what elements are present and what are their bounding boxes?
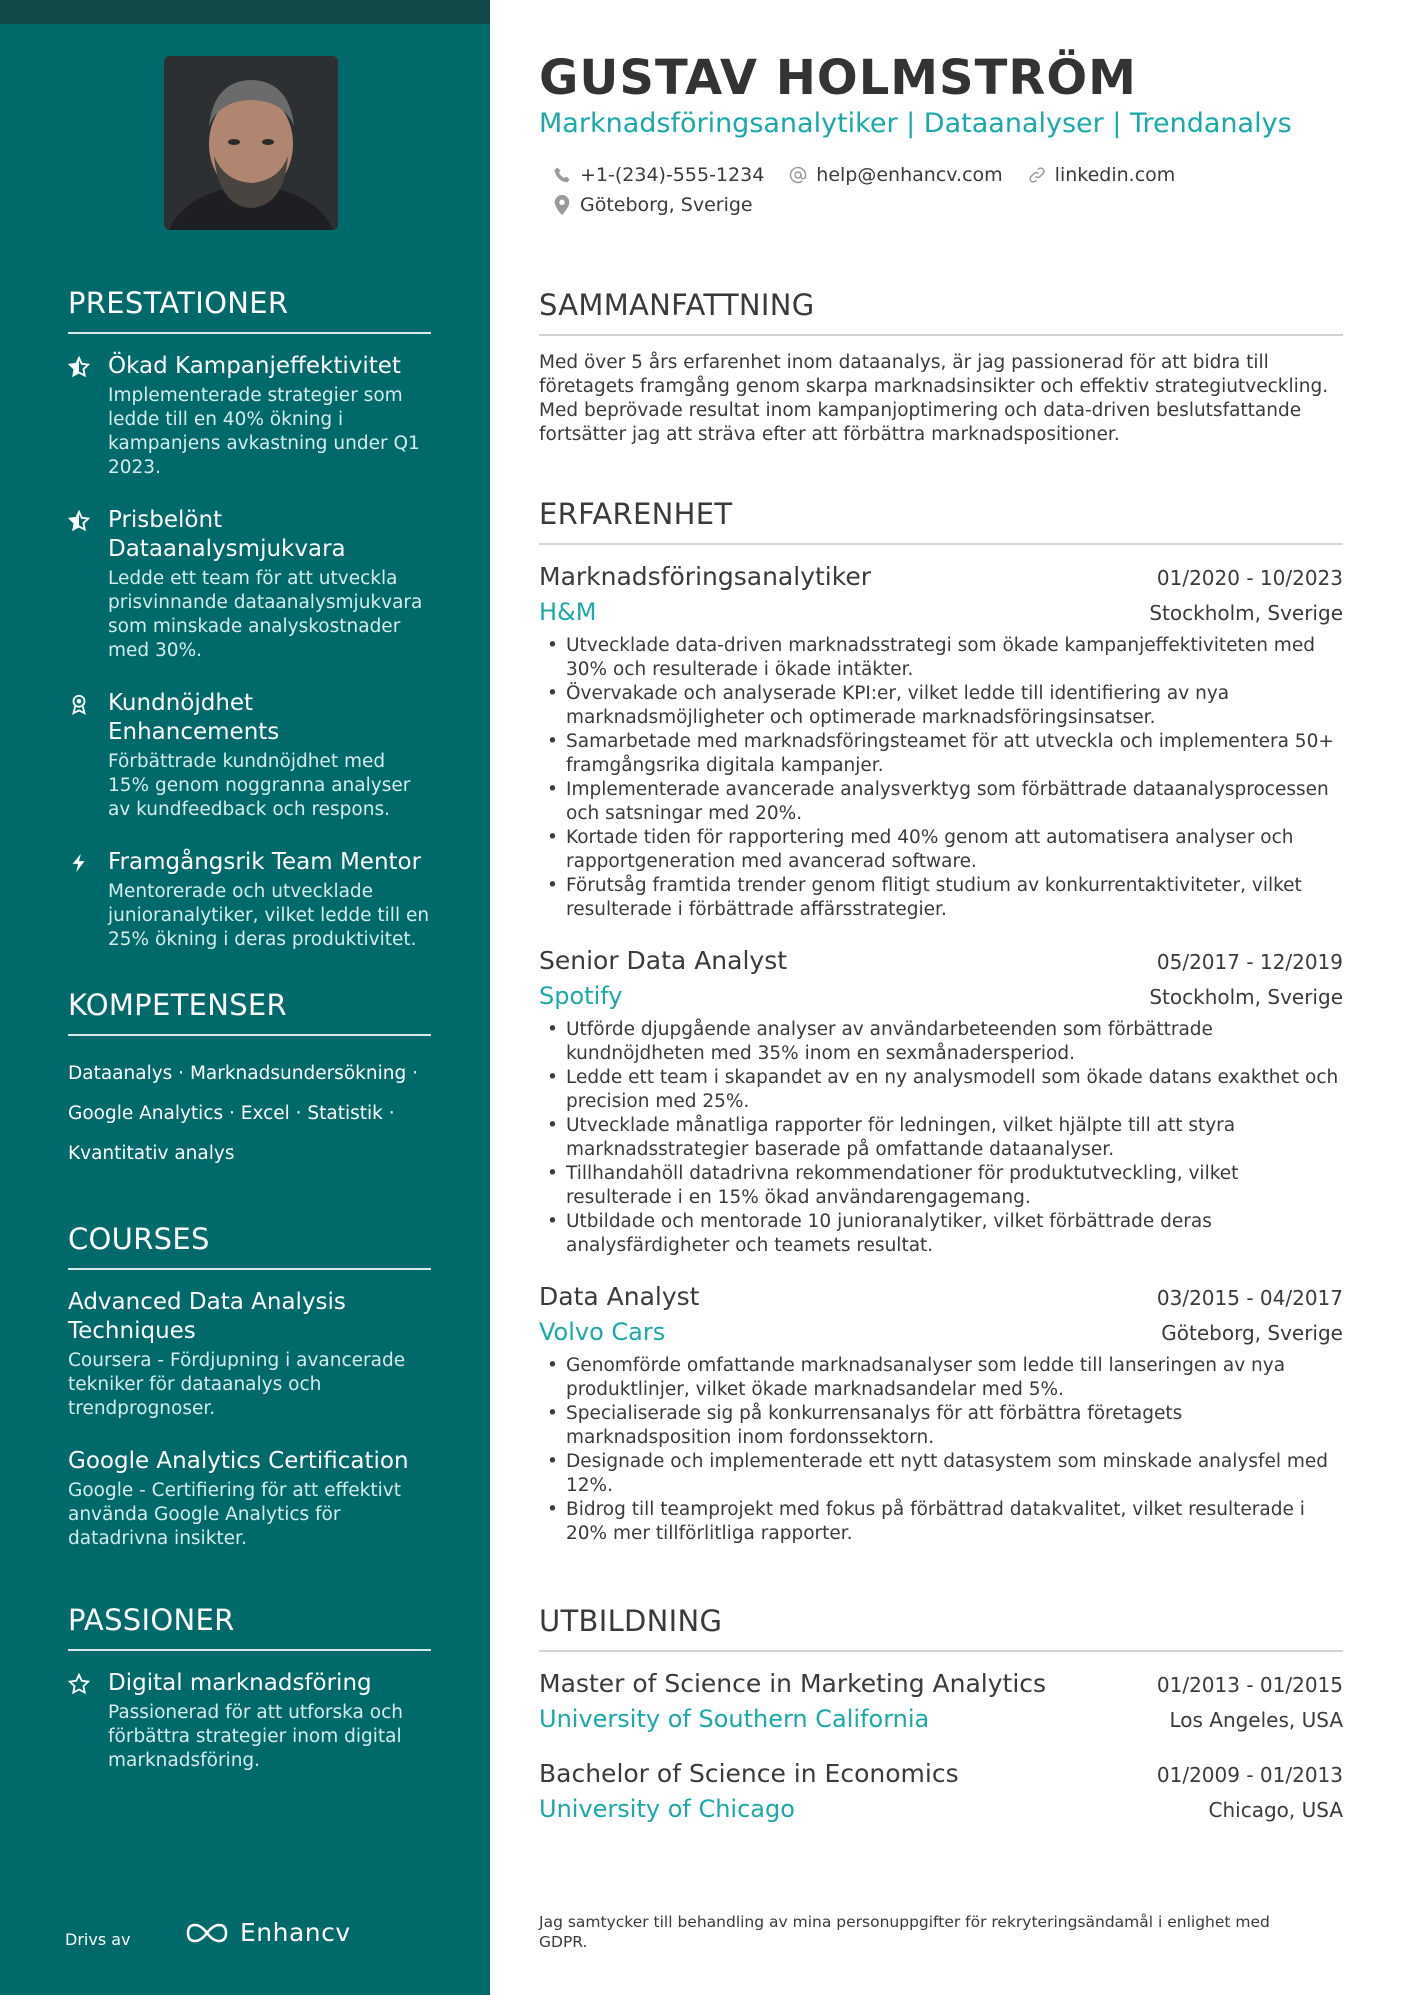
enhancv-logo[interactable] [184, 1918, 351, 1947]
course-desc: Google - Certifiering för att effektivt använda Google Analytics för datadrivna insikter. [68, 1480, 401, 1549]
achievement-item [68, 689, 431, 822]
job-dates: 03/2015 - 04/2017 [1156, 1286, 1343, 1310]
job-bullet: • Utbildade och mentorade 10 junioranalytiker, vilket förbättrade deras analysfärdigheter och teamets resultat. [539, 1210, 1343, 1258]
job-bullet: • Implementerade avancerade analysverktyg som förbättrade dataanalysprocessen och satsningar med 20%. [539, 778, 1343, 826]
courses-section [68, 1222, 431, 1577]
sidebar-top-band [0, 0, 490, 24]
achievement-desc: Förbättrade kundnöjdhet med 15% genom noggranna analyser av kundfeedback och respons. [108, 751, 411, 820]
email-text: help@enhancv.com [816, 164, 1003, 186]
job-bullet: • Kortade tiden för rapportering med 40% genom att automatisera analyser och rapportgeneration med avancerad software. [539, 826, 1343, 874]
course-item [68, 1288, 431, 1421]
phone-text: +1-(234)-555-1234 [580, 164, 765, 186]
job-company: Spotify [539, 982, 623, 1010]
education-location: Chicago, USA [1208, 1798, 1343, 1822]
candidate-headline: Marknadsföringsanalytiker | Dataanalyser | Trendanalys [539, 108, 1292, 139]
job-title: Data Analyst [539, 1282, 700, 1311]
achievement-desc: Implementerade strategier som ledde till en 40% ökning i kampanjens avkastning under Q1 2023. [108, 385, 420, 478]
star-half-icon [68, 352, 108, 480]
contact-info [552, 160, 1332, 220]
passions-section [68, 1603, 431, 1799]
education-school: University of Chicago [539, 1795, 795, 1823]
job-bullet: • Designade och implementerade ett nytt datasystem som minskade analysfel med 12%. [539, 1450, 1343, 1498]
job-entry [539, 1280, 1343, 1546]
education-entry [539, 1667, 1343, 1737]
achievements-title: PRESTATIONER [68, 286, 431, 334]
job-location: Stockholm, Sverige [1149, 985, 1343, 1009]
achievements-section [68, 286, 431, 978]
summary-text: Med över 5 års erfarenhet inom dataanalys, är jag passionerad för att bidra till företagets framgång genom skarpa marknadsinsikter och effektiv strategiutveckling. Med beprövade resultat inom kampanjoptimering och data-driven beslutsfattande fortsätter jag att sträva efter att förbättra marknadspositioner. [539, 352, 1329, 445]
job-entry [539, 944, 1343, 1258]
achievement-title: Ökad Kampanjeffektivitet [108, 353, 401, 379]
lightning-icon [68, 848, 108, 952]
achievement-title: Kundnöjdhet Enhancements [108, 690, 280, 745]
education-dates: 01/2013 - 01/2015 [1156, 1673, 1343, 1697]
at-icon [788, 165, 808, 185]
summary-section [539, 288, 1343, 447]
course-title: Google Analytics Certification [68, 1448, 409, 1474]
job-bullet: • Genomförde omfattande marknadsanalyser som ledde till lanseringen av nya produktlinjer, vilket ökade marknadsandelar med 5%. [539, 1354, 1343, 1402]
job-location: Göteborg, Sverige [1161, 1321, 1343, 1345]
location-text: Göteborg, Sverige [580, 194, 753, 216]
education-degree: Bachelor of Science in Economics [539, 1759, 959, 1788]
job-bullet: • Förutsåg framtida trender genom flitigt studium av konkurrentaktiviteter, vilket resulterade i förbättrade affärsstrategier. [539, 874, 1343, 922]
star-outline-icon [68, 1669, 108, 1773]
job-bullet: • Specialiserade sig på konkurrensanalys för att förbättra företagets marknadsposition inom fordonssektorn. [539, 1402, 1343, 1450]
education-dates: 01/2009 - 01/2013 [1156, 1763, 1343, 1787]
course-title: Advanced Data Analysis Techniques [68, 1289, 346, 1344]
location-pin-icon [552, 195, 572, 215]
education-degree: Master of Science in Marketing Analytics [539, 1669, 1047, 1698]
profile-photo [164, 56, 338, 230]
job-bullet: • Tillhandahöll datadrivna rekommendationer för produktutveckling, vilket resulterade i en 15% ökad användarengagemang. [539, 1162, 1343, 1210]
achievement-desc: Mentorerade och utvecklade junioranalytiker, vilket ledde till en 25% ökning i deras produktivitet. [108, 881, 430, 950]
job-bullet: • Ledde ett team i skapandet av en ny analysmodell som ökade datans exakthet och precision med 25%. [539, 1066, 1343, 1114]
job-bullet: • Utförde djupgående analyser av användarbeteenden som förbättrade kundnöjdheten med 35% inom en sexmånadersperiod. [539, 1018, 1343, 1066]
job-dates: 05/2017 - 12/2019 [1156, 950, 1343, 974]
phone-icon [552, 165, 572, 185]
enhancv-brand-name: Enhancv [240, 1918, 351, 1947]
education-section [539, 1604, 1343, 1847]
skills-title: KOMPETENSER [68, 988, 431, 1036]
passion-item [68, 1669, 431, 1773]
education-entry [539, 1757, 1343, 1827]
experience-section [539, 497, 1343, 1568]
job-dates: 01/2020 - 10/2023 [1156, 566, 1343, 590]
job-location: Stockholm, Sverige [1149, 601, 1343, 625]
education-location: Los Angeles, USA [1169, 1708, 1343, 1732]
star-half-icon [68, 506, 108, 663]
job-bullet: • Utvecklade månatliga rapporter för ledningen, vilket hjälpte till att styra marknadsstrategier baserade på omfattande dataanalyser. [539, 1114, 1343, 1162]
achievement-title: Prisbelönt Dataanalysmjukvara [108, 507, 346, 562]
job-bullets [539, 1354, 1343, 1546]
skills-line: Google Analytics · Excel · Statistik · [68, 1103, 395, 1124]
award-icon [68, 689, 108, 822]
gdpr-consent: Jag samtycker till behandling av mina personuppgifter för rekryteringsändamål i enlighet med GDPR. [539, 1913, 1270, 1951]
achievement-item [68, 352, 431, 480]
skills-line: Dataanalys · Marknadsundersökning · [68, 1063, 418, 1084]
job-title: Senior Data Analyst [539, 946, 788, 975]
passion-desc: Passionerad för att utforska och förbättra strategier inom digital marknadsföring. [108, 1702, 403, 1771]
job-bullets [539, 634, 1343, 922]
achievement-title: Framgångsrik Team Mentor [108, 849, 422, 875]
summary-title: SAMMANFATTNING [539, 288, 1343, 336]
contact-phone[interactable] [552, 164, 764, 186]
job-entry [539, 560, 1343, 922]
job-company: H&M [539, 598, 597, 626]
education-title: UTBILDNING [539, 1604, 1343, 1652]
job-bullet: • Utvecklade data-driven marknadsstrategi som ökade kampanjeffektiviteten med 30% och resulterade i ökade intäkter. [539, 634, 1343, 682]
achievement-item [68, 848, 431, 952]
job-bullet: • Bidrog till teamprojekt med fokus på förbättrad datakvalitet, vilket resulterade i 20% mer tillförlitliga rapporter. [539, 1498, 1343, 1546]
skills-line: Kvantitativ analys [68, 1143, 235, 1164]
link-icon [1027, 165, 1047, 185]
powered-by-label: Drivs av [65, 1930, 131, 1949]
sidebar [0, 0, 490, 1995]
course-desc: Coursera - Fördjupning i avancerade tekniker för dataanalys och trendprognoser. [68, 1350, 406, 1419]
experience-title: ERFARENHET [539, 497, 1343, 545]
job-bullet: • Övervakade och analyserade KPI:er, vilket ledde till identifiering av nya marknadsmöjligheter och optimerade marknadsföringsinsatser. [539, 682, 1343, 730]
contact-email[interactable] [788, 164, 1002, 186]
achievement-item [68, 506, 431, 663]
courses-title: COURSES [68, 1222, 431, 1270]
job-company: Volvo Cars [539, 1318, 666, 1346]
job-title: Marknadsföringsanalytiker [539, 562, 871, 591]
contact-location [552, 194, 753, 216]
education-school: University of Southern California [539, 1705, 930, 1733]
job-bullets [539, 1018, 1343, 1258]
linkedin-text: linkedin.com [1054, 164, 1176, 186]
passions-title: PASSIONER [68, 1603, 431, 1651]
passion-title: Digital marknadsföring [108, 1670, 372, 1696]
candidate-name: GUSTAV HOLMSTRÖM [539, 50, 1137, 106]
achievement-desc: Ledde ett team för att utveckla prisvinnande dataanalysmjukvara som minskade analyskostnader med 30%. [108, 568, 423, 661]
contact-linkedin[interactable] [1027, 164, 1176, 186]
job-bullet: • Samarbetade med marknadsföringsteamet för att utveckla och implementera 50+ framgångsrika digitala kampanjer. [539, 730, 1343, 778]
course-item [68, 1447, 431, 1551]
enhancv-logo-icon [184, 1921, 230, 1945]
skills-section [68, 988, 431, 1174]
